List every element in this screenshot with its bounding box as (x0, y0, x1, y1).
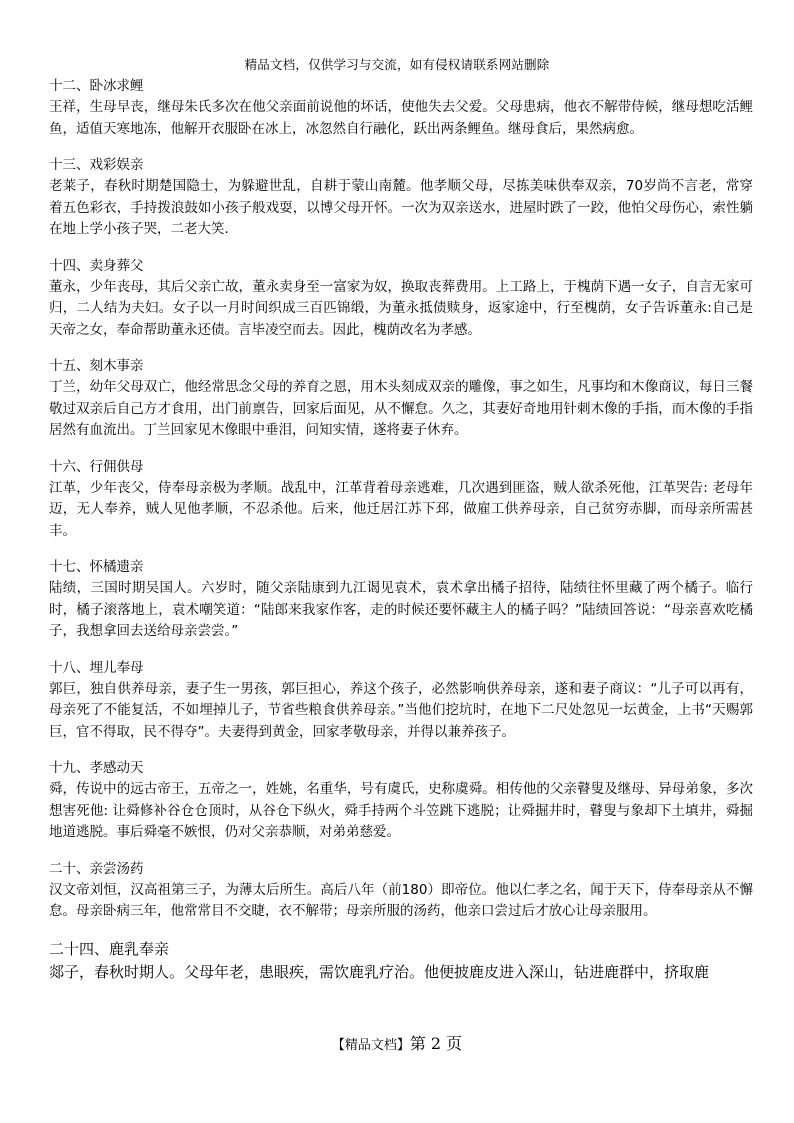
section-title: 十九、孝感动天 (49, 760, 144, 776)
section-mai-er-feng-mu (49, 658, 753, 744)
section-body: 江革，少年丧父，侍奉母亲极为孝顺。战乱中，江革背着母亲逃难，几次遇到匪盗，贼人欲杀死他，江革哭告: 老母年迈，无人奉养，贼人见他孝顺，不忍杀他。后来，他迁居江苏下邳，做雇工供养母亲，自己贫穷赤脚，而母亲所需甚丰。 (49, 479, 753, 539)
section-body: 郯子，春秋时期人。父母年老，患眼疾，需饮鹿乳疗治。他便披鹿皮进入深山，钻进鹿群中，挤取鹿 (49, 962, 710, 981)
section-title: 十五、刻木事亲 (49, 358, 144, 374)
section-mai-shen-zang-fu (49, 256, 753, 342)
section-body: 陆绩，三国时期吴国人。六岁时，随父亲陆康到九江谒见袁术，袁术拿出橘子招待，陆绩往怀里藏了两个橘子。临行时，橘子滚落地上，袁术嘲笑道：“陆郎来我家作客，走的时候还要怀藏主人的橘子吗？”陆绩回答说：“母亲喜欢吃橘子，我想拿回去送给母亲尝尝。” (49, 580, 753, 639)
section-title: 十八、埋儿奉母 (49, 659, 144, 676)
section-lu-ru-feng-qin (49, 938, 753, 984)
header-disclaimer: 精品文档，仅供学习与交流，如有侵权请联系网站删除 (244, 57, 550, 72)
section-title: 十六、行佣供母 (49, 458, 144, 475)
section-ke-mu-shi-qin (49, 356, 753, 442)
page-footer (0, 1033, 794, 1057)
document-content (49, 76, 753, 999)
section-title: 十七、怀橘遗亲 (49, 559, 144, 575)
section-title: 十三、戏彩娱亲 (49, 157, 144, 173)
section-body: 舜，传说中的远古帝王，五帝之一，姓姚，名重华，号有虞氏，史称虞舜。相传他的父亲瞽叟及继母、异母弟象，多次想害死他: 让舜修补谷仓仓顶时，从谷仓下纵火，舜手持两个斗笠跳下逃脱；让舜掘井时，瞽叟与象却下土填井，舜掘地道逃脱。事后舜毫不嫉恨，仍对父亲恭顺，对弟弟慈爱。 (49, 781, 753, 840)
section-qin-chang-tang-yao (49, 859, 753, 923)
page-number: 第 2 页 (409, 1034, 463, 1053)
section-body: 董永，少年丧母，其后父亲亡故，董永卖身至一富家为奴，换取丧葬费用。上工路上，于槐荫下遇一女子，自言无家可归，二人结为夫妇。女子以一月时间织成三百匹锦缎，为董永抵债赎身，返家途中，行至槐荫，女子告诉董永:自己是天帝之女，奉命帮助董永还债。言毕凌空而去。因此，槐荫改名为孝感。 (49, 278, 753, 338)
section-xing-yong-gong-mu (49, 457, 753, 543)
section-title: 二十四、鹿乳奉亲 (49, 939, 170, 958)
section-huai-ju-yi-qin (49, 557, 753, 643)
section-xi-cai-yu-qin (49, 155, 753, 241)
section-body: 丁兰，幼年父母双亡，他经常思念父母的养育之恩，用木头刻成双亲的雕像，事之如生，凡事均和木像商议，每日三餐敬过双亲后自己方才食用，出门前禀告，回家后面见，从不懈怠。久之，其妻好奇地用针刺木像的手指，而木像的手指居然有血流出。丁兰回家见木像眼中垂泪，问知实情，遂将妻子休弃。 (49, 379, 753, 438)
section-body: 老莱子，春秋时期楚国隐士，为躲避世乱，自耕于蒙山南麓。他孝顺父母，尽拣美味供奉双亲，70岁尚不言老，常穿着五色彩衣，手持拨浪鼓如小孩子般戏耍，以博父母开怀。一次为双亲送水，进屋时跌了一跤，他怕父母伤心，索性躺在地上学小孩子哭，二老大笑. (49, 178, 753, 237)
section-title: 十四、卖身葬父 (49, 257, 144, 274)
section-wo-bing-qiu-li (49, 76, 753, 140)
section-body: 王祥，生母早丧，继母朱氏多次在他父亲面前说他的坏话，使他失去父爱。父母患病，他衣不解带侍候，继母想吃活鲤鱼，适值天寒地冻，他解开衣服卧在冰上，冰忽然自行融化，跃出两条鲤鱼。继母食后，果然病愈。 (49, 99, 753, 137)
footer-tag: 【精品文档】 (331, 1038, 410, 1053)
section-title: 二十、亲尝汤药 (49, 860, 144, 877)
section-body: 汉文帝刘恒，汉高祖第三子，为薄太后所生。高后八年（前180）即帝位。他以仁孝之名，闻于天下，侍奉母亲从不懈怠。母亲卧病三年，他常常目不交睫，衣不解带；母亲所服的汤药，他亲口尝过后才放心让母亲服用。 (49, 881, 753, 919)
section-xiao-gan-dong-tian (49, 758, 753, 844)
section-body: 郭巨，独自供养母亲，妻子生一男孩，郭巨担心，养这个孩子，必然影响供养母亲，遂和妻子商议：“儿子可以再有，母亲死了不能复活，不如埋掉儿子，节省些粮食供养母亲。”当他们挖坑时，在地下二尺处忽见一坛黄金，上书“天赐郭巨，官不得取，民不得夺”。夫妻得到黄金，回家孝敬母亲，并得以兼养孩子。 (49, 680, 753, 740)
section-title: 十二、卧冰求鲤 (49, 78, 144, 94)
